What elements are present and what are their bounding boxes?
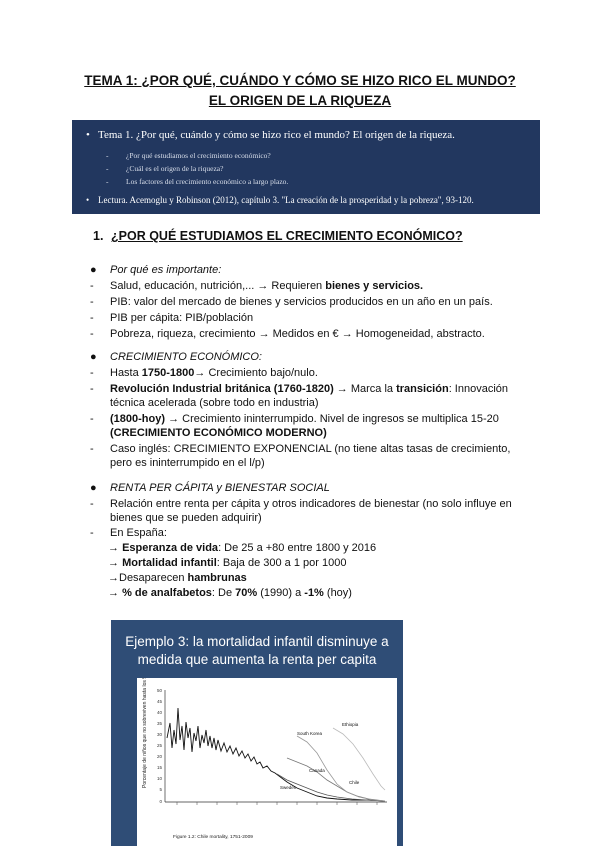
y-tick: 0 [159,799,162,804]
sub-item: → Mortalidad infantil: Baja de 300 a 1 por 1000 [108,557,347,569]
list-item-cont: bienes que se pueden adquirir) [110,512,262,524]
banner-sub-item: - ¿Cuál es el origen de la riqueza? [106,164,224,173]
list-item-cont: (CRECIMIENTO ECONÓMICO MODERNO) [110,427,327,439]
chart-area [137,678,397,846]
list-item: - Caso inglés: CRECIMIENTO EXPONENCIAL (no tiene altas tasas de crecimiento, [90,443,511,455]
list-item: - Relación entre renta per cápita y otros indicadores de bienestar (no solo influye en [90,498,512,510]
y-tick: 15 [156,765,162,770]
y-axis-label: Porcentaje de niños que no sobreviven hasta los 5 años de edad [142,678,148,788]
list-item-cont: técnica acelerada (sobre todo en industria) [110,397,319,409]
y-tick: 45 [156,699,162,704]
list-item-cont: pero es ininterrumpido en el l/p) [110,457,265,469]
label-chile: Chile [349,780,360,785]
embedded-slide-image [111,620,403,846]
x-tick-marks [177,802,377,805]
figure-title-line2: medida que aumenta la renta per capita [137,652,377,667]
banner-sub-item: - ¿Por qué estudiamos el crecimiento económico? [106,151,271,160]
list-item: - PIB per cápita: PIB/población [90,312,254,324]
list-item: - En España: [90,527,167,539]
section-heading: 1. ¿POR QUÉ ESTUDIAMOS EL CRECIMIENTO ECONÓMICO? [93,229,463,243]
label-sweden: Sweden [280,785,297,790]
banner-reading: • Lectura. Acemoglu y Robinson (2012), capítulo 3. "La creación de la prosperidad y la pobreza", 93-120. [86,195,474,205]
figure-caption: Figure 1.2: Chile mortality, 1751-2009 [173,835,253,840]
series-chile-line [287,758,385,801]
banner-title: • Tema 1. ¿Por qué, cuándo y cómo se hizo rico el mundo? El origen de la riqueza. [86,129,455,141]
label-ethiopia: Ethiopia [342,722,359,727]
slide-banner [72,120,540,214]
figure-title-line1: Ejemplo 3: la mortalidad infantil disminuye a [125,634,389,649]
y-ticks [157,688,163,804]
banner-sub-item: - Los factores del crecimiento económico a largo plazo. [106,177,289,186]
block1-heading: ● Por qué es importante: [90,264,222,276]
y-tick: 40 [156,710,162,715]
y-tick: 10 [156,776,162,781]
sub-item: → Esperanza de vida: De 25 a +80 entre 1800 y 2016 [108,542,377,554]
list-item: - Revolución Industrial británica (1760-1820) → Marca la transición: Innovación [90,383,509,395]
page-title-line1: TEMA 1: ¿POR QUÉ, CUÁNDO Y CÓMO SE HIZO RICO EL MUNDO? [84,73,516,88]
sub-item: → % de analfabetos: De 70% (1990) a -1% (hoy) [108,587,352,599]
sub-item: →Desaparecen hambrunas [108,572,247,584]
list-item: - Salud, educación, nutrición,... → Requieren bienes y servicios. [90,280,424,292]
list-item: - Pobreza, riqueza, crecimiento → Medidos en € → Homogeneidad, abstracto. [90,328,485,340]
y-tick: 35 [156,721,162,726]
list-item: - (1800-hoy) → Crecimiento ininterrumpido. Nivel de ingresos se multiplica 15-20 [90,413,499,425]
label-canada: Canada [309,768,325,773]
y-tick: 5 [159,787,162,792]
label-south-korea: South Korea [297,731,323,736]
y-tick: 25 [156,743,162,748]
mortality-chart [137,678,397,846]
block3-heading: ● RENTA PER CÁPITA y BIENESTAR SOCIAL [90,482,330,494]
series-labels [280,722,360,790]
list-item: - PIB: valor del mercado de bienes y servicios producidos en un año en un país. [90,296,493,308]
block2-heading: ● CRECIMIENTO ECONÓMICO: [90,351,262,363]
y-tick: 50 [156,688,162,693]
page-title-line2: EL ORIGEN DE LA RIQUEZA [208,93,392,108]
list-item: - Hasta 1750-1800→ Crecimiento bajo/nulo. [90,367,318,379]
y-tick: 20 [156,754,162,759]
y-tick: 30 [156,732,162,737]
